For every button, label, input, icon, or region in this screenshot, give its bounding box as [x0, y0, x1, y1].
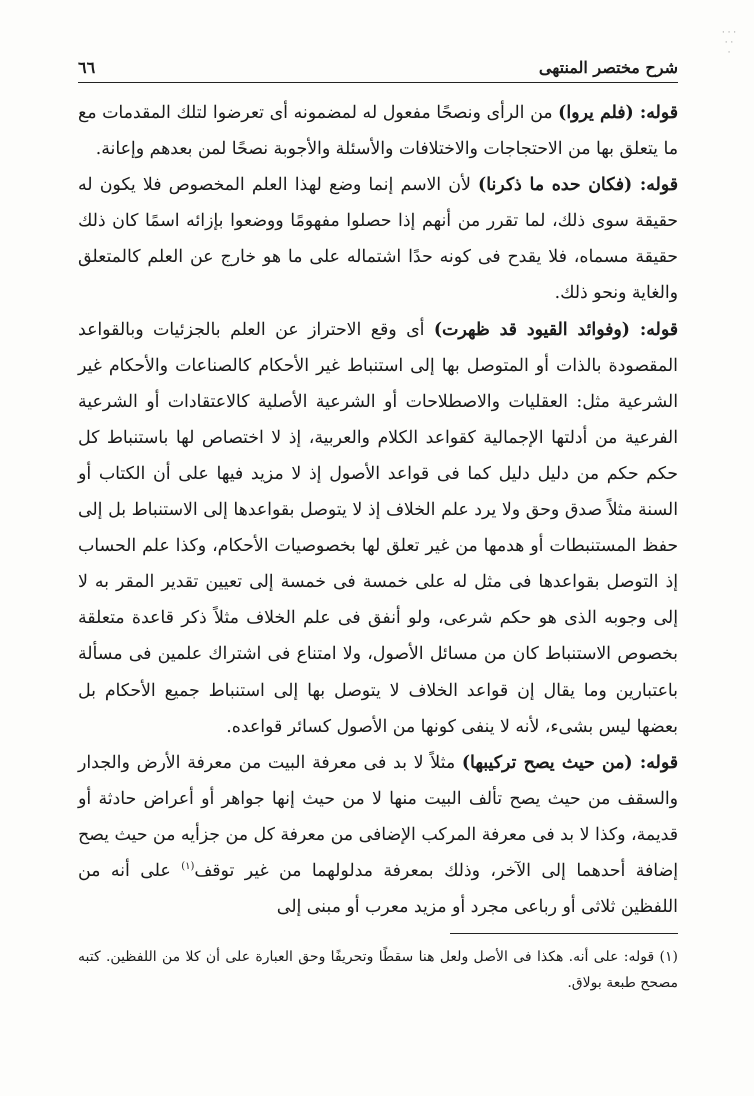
paragraph-text: لأن الاسم إنما وضع لهذا العلم المخصوص فلا يكون له حقيقة سوى ذلك، لما تقرر من أنهم إذا حصلوا مفهومًا ووضعوا بإزائه اسمًا كان ذلك حقيقة مسماه، فلا يقدح فى كونه حدًا اشتماله على ما هو خارج عن العلم كالمتعلق والغاية ونحو ذلك.	[78, 175, 678, 304]
paragraph-text: أى وقع الاحتراز عن العلم بالجزئيات وبالقواعد المقصودة بالذات أو المتوصل بها إلى استنباط غير الأحكام كالصناعات والأحكام غير الشرعية مثل: العقليات والاصطلاحات أو الشرعية الأصلية كالاعتقادات أو الشرعية الفرعية من أدلتها الإجمالية كقواعد الكلام والعربية، إذ لا اختصاص لها باستنباط كل حكم حكم من دليل دليل كما فى قواعد الأصول إذ لا مزيد فيها على أن الكتاب أو السنة مثلاً صدق وحق ولا يرد علم الخلاف إذ لا يتوصل بقواعدها إلى الاستنباط بل إلى حفظ المستنبطات أو هدمها من غير تعلق لها بخصوصيات الأحكام، وكذا علم الحساب إذ التوصل بقواعدها فى مثل له على خمسة فى خمسة إلى تعيين تقدير المقر به لا إلى وجوبه الذى هو حكم شرعى، ولو أنفق فى علم الخلاف مثلاً ذكر قاعدة متعلقة بخصوص الاستنباط كان من مسائل الأصول، ولا امتناع فى اشتراك علمين فى مسألة باعتبارين وما يقال إن قواعد الخلاف لا يتوصل بها إلى استنباط جميع الأحكام بل بعضها ليس بشىء، لأنه لا ينفى كونها من الأصول كسائر قواعده.	[78, 319, 678, 737]
running-title: شرح مختصر المنتهى	[538, 58, 678, 77]
page	[78, 56, 678, 996]
paragraph-text-tail: على أنه من اللفظين ثلاثى أو رباعى مجرد أو مزيد معرب أو مبنى إلى	[78, 860, 678, 918]
paragraph-text: مثلاً لا بد فى معرفة البيت من معرفة الأرض والجدار والسقف من حيث يصح تألف البيت منها لا من حيث إنها جواهر أو أعراض حادثة أو قديمة، وكذا لا بد فى معرفة المركب الإضافى من معرفة كل من جزأيه من حيث يصح إضافة أحدهما إلى الآخر، وذلك بمعرفة مدلولهما من غير توقف	[78, 752, 678, 881]
running-header	[78, 56, 678, 83]
paragraph-lead: قوله: (وفوائد القيود قد ظهرت)	[433, 319, 679, 340]
margin-scan-mark: · · · · · ·	[721, 28, 737, 58]
main-text	[78, 95, 678, 925]
paragraph	[78, 95, 678, 167]
footnote: (١) قوله: على أنه. هكذا فى الأصل ولعل هنا سقطًا وتحريفًا وحق العبارة على أن كلا من اللفظين. كتبه مصحح طبعة بولاق.	[78, 949, 678, 992]
paragraph	[78, 312, 678, 745]
page-number: ٦٦	[78, 58, 96, 77]
paragraph-text: من الرأى ونصحًا مفعول له لمضمونه أى تعرضوا لتلك المقدمات مع ما يتعلق بها من الاحتجاجات والاختلافات والأسئلة والأجوبة نصحًا لمن بعدهم وإعانة.	[78, 103, 678, 160]
paragraph-lead: قوله: (من حيث يصح تركيبها)	[461, 752, 679, 773]
paragraph-lead: قوله: (فلم يروا)	[558, 103, 678, 123]
paragraph-lead: قوله: (فكان حده ما ذكرنا)	[478, 175, 678, 196]
footnote-reference[interactable]: (١)	[181, 861, 195, 873]
paragraph	[78, 167, 678, 311]
paragraph	[78, 745, 678, 925]
footnote-divider	[450, 933, 678, 934]
